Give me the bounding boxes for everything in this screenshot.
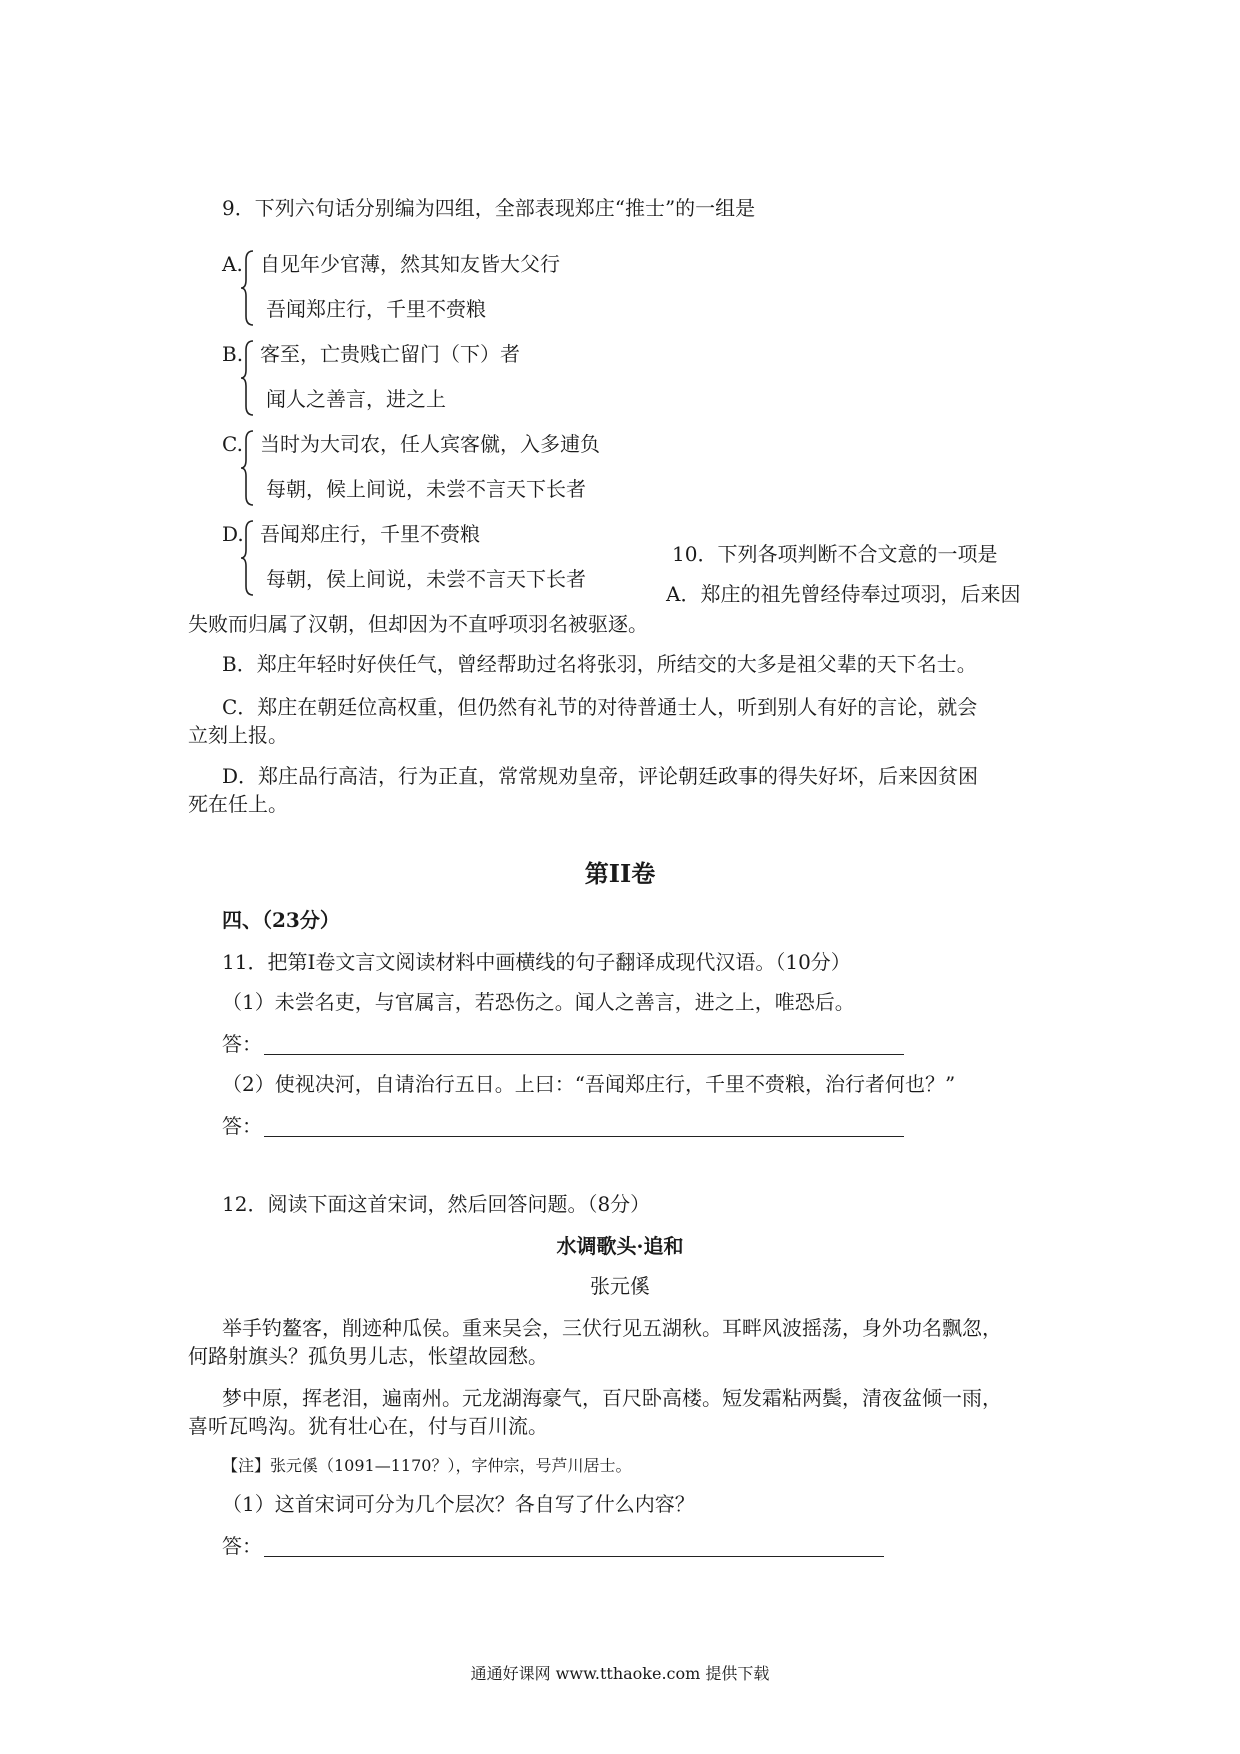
- poem-note: 【注】张元傒（1091—1170？），字仲宗，号芦川居士。: [222, 1456, 632, 1475]
- option-a-line1: 自见年少官薄，然其知友皆大父行: [260, 252, 560, 276]
- poem-stanza1-line1: 举手钓鳌客，削迹种瓜侯。重来吴会，三伏行见五湖秋。耳畔风波摇荡，身外功名飘忽，: [222, 1316, 1002, 1340]
- poem-stanza2-line2: 喜听瓦鸣沟。犹有壮心在，付与百川流。: [188, 1414, 548, 1438]
- q10-option-c-line1: C．郑庄在朝廷位高权重，但仍然有礼节的对待普通士人，听到别人有好的言论，就会: [222, 695, 978, 719]
- q10-option-d-line2: 死在任上。: [188, 792, 288, 816]
- option-c-line1: 当时为大司农，任人宾客僦，入多逋负: [260, 432, 600, 456]
- option-c-line2: 每朝，候上间说，未尝不言天下长者: [266, 477, 586, 501]
- poem-title: 水调歌头·追和: [556, 1234, 684, 1258]
- q11-answer2-line[interactable]: [264, 1136, 904, 1137]
- q10-stem: 10．下列各项判断不合文意的一项是: [672, 542, 998, 566]
- q12-answer1-label: 答：: [222, 1534, 262, 1558]
- page-footer: 通通好课网 www.tthaoke.com 提供下载: [470, 1664, 770, 1683]
- q11-answer2-label: 答：: [222, 1114, 262, 1138]
- q11-answer1-label: 答：: [222, 1032, 262, 1056]
- q10-option-a-line1: A．郑庄的祖先曾经侍奉过项羽，后来因: [666, 582, 1021, 606]
- brace-a: [240, 250, 254, 326]
- q12-answer1-line[interactable]: [264, 1556, 884, 1557]
- poem-stanza2-line1: 梦中原，挥老泪，遍南州。元龙湖海豪气，百尺卧高楼。短发霜粘两鬓，清夜盆倾一雨，: [222, 1386, 1002, 1410]
- option-letter-b: B.: [222, 342, 244, 366]
- brace-b: [240, 340, 254, 416]
- option-letter-c: C.: [222, 432, 243, 456]
- poem-stanza1-line2: 何路射旗头？孤负男儿志，怅望故园愁。: [188, 1344, 548, 1368]
- option-letter-d: D.: [222, 522, 244, 546]
- option-a-line2: 吾闻郑庄行，千里不赍粮: [266, 297, 486, 321]
- q12-sub1: （1）这首宋词可分为几个层次？各自写了什么内容？: [222, 1492, 695, 1516]
- q10-option-c-line2: 立刻上报。: [188, 723, 288, 747]
- option-b-line1: 客至，亡贵贱亡留门（下）者: [260, 342, 520, 366]
- brace-c: [240, 430, 254, 506]
- poem-author: 张元傒: [590, 1274, 650, 1298]
- q11-stem: 11．把第I卷文言文阅读材料中画横线的句子翻译成现代汉语。（10分）: [222, 950, 851, 974]
- part-four-heading: 四、（23分）: [222, 908, 340, 932]
- q10-option-d-line1: D．郑庄品行高洁，行为正直，常常规劝皇帝，评论朝廷政事的得失好坏，后来因贫困: [222, 764, 979, 788]
- q9-stem: 9．下列六句话分别编为四组，全部表现郑庄“推士”的一组是: [222, 196, 756, 220]
- section-title: 第II卷: [584, 859, 656, 888]
- option-letter-a: A.: [222, 252, 243, 276]
- option-d-line2: 每朝，侯上间说，未尝不言天下长者: [266, 567, 586, 591]
- q11-answer1-line[interactable]: [264, 1054, 904, 1055]
- q12-stem: 12．阅读下面这首宋词，然后回答问题。（8分）: [222, 1192, 651, 1216]
- option-b-line2: 闻人之善言，进之上: [266, 387, 446, 411]
- q11-sub2: （2）使视决河，自请治行五日。上曰：“吾闻郑庄行，千里不赍粮，治行者何也？”: [222, 1072, 956, 1096]
- option-d-line1: 吾闻郑庄行，千里不赍粮: [260, 522, 480, 546]
- q11-sub1: （1）未尝名吏，与官属言，若恐伤之。闻人之善言，进之上，唯恐后。: [222, 990, 855, 1014]
- q10-option-a-line2: 失败而归属了汉朝，但却因为不直呼项羽名被驱逐。: [188, 612, 648, 636]
- q10-option-b: B．郑庄年轻时好侠任气，曾经帮助过名将张羽，所结交的大多是祖父辈的天下名士。: [222, 652, 977, 676]
- brace-d: [240, 520, 254, 596]
